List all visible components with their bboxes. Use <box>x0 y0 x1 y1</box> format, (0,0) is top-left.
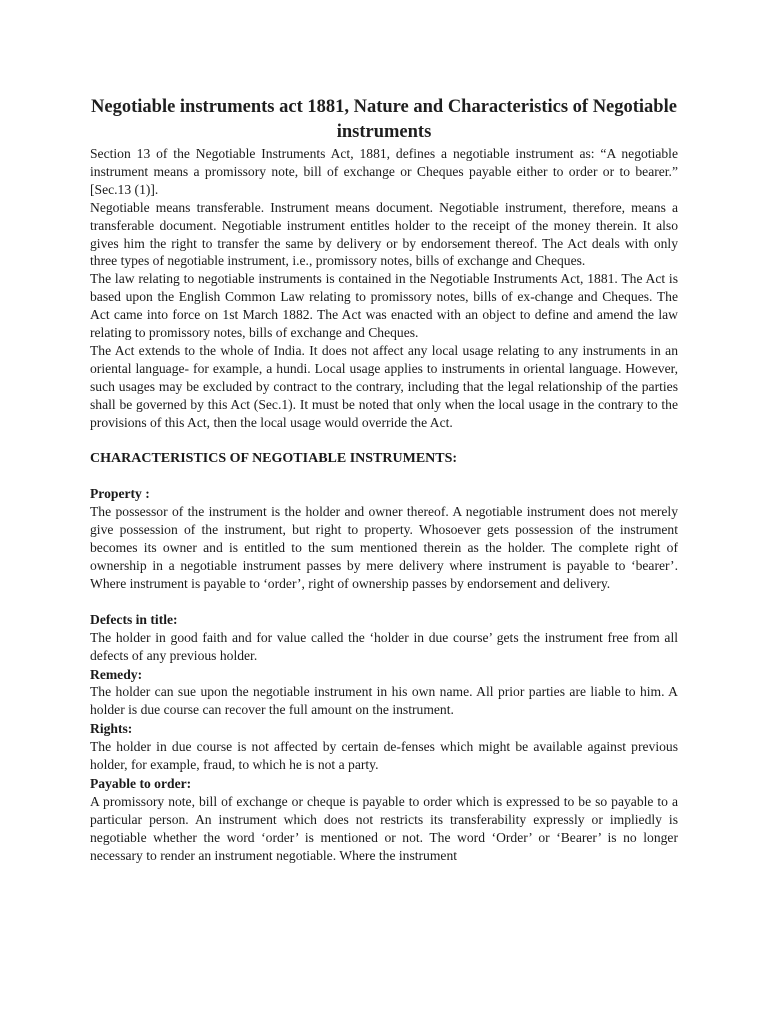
section-body: The holder in due course is not affected by certain de-fenses which might be available against previous holder, for example, fraud, to which he is not a party. <box>90 739 678 773</box>
section-heading: Payable to order: <box>90 776 192 791</box>
document-page <box>90 95 678 865</box>
section-defects-in-title <box>90 611 678 665</box>
intro-paragraph: Negotiable means transferable. Instrument means document. Negotiable instrument, therefore, means a transferable document. Negotiable instrument entitles holder to the receipt of the money therein. It also gives him the right to transfer the same by delivery or by endorsement thereof. The Act deals with only three types of negotiable instrument, i.e., promissory notes, bills of exchange and Cheques. <box>90 199 678 269</box>
section-heading: Rights: <box>90 721 133 737</box>
document-title: Negotiable instruments act 1881, Nature and Characteristics of Negotiable instruments <box>91 97 677 142</box>
intro-paragraph: Section 13 of the Negotiable Instruments Act, 1881, defines a negotiable instrument as: “A negotiable instrument means a promissory note, bill of exchange or Cheques payable either to order or to bearer.” [Sec.13 (1)]. <box>90 146 678 197</box>
section-body: The holder can sue upon the negotiable instrument in his own name. All prior parties are liable to him. A holder is due course can recover the full amount on the instrument. <box>90 684 678 718</box>
section-heading: Remedy: <box>90 666 143 682</box>
section-heading: Defects in title: <box>90 611 178 627</box>
section-body: The possessor of the instrument is the holder and owner thereof. A negotiable instrument does not merely give possession of the instrument, but right to property. Whosoever gets possession of the instrument becomes its owner and is entitled to the sum mentioned therein as the holder. The complete right of ownership in a negotiable instrument passes by mere delivery where instrument is payable to ‘bearer’. Where instrument is payable to ‘order’, right of ownership passes by endorsement and delivery. <box>90 504 678 591</box>
section-body: A promissory note, bill of exchange or cheque is payable to order which is expressed to be so payable to a particular person. An instrument which does not restricts its transferability expressly or impliedly is negotiable whether the word ‘order’ is mentioned or not. The word ‘Order’ or ‘Bearer’ is no longer necessary to render an instrument negotiable. Where the instrument <box>90 793 678 863</box>
characteristics-heading: CHARACTERISTICS OF NEGOTIABLE INSTRUMENTS: <box>90 450 458 466</box>
section-property <box>90 485 678 592</box>
section-payable-to-order <box>90 775 678 865</box>
intro-paragraph: The law relating to negotiable instruments is contained in the Negotiable Instruments Act, 1881. The Act is based upon the English Common Law relating to promissory notes, bills of ex-change and Cheques. The Act came into force on 1st March 1882. The Act was enacted with an object to define and amend the law relating to promissory notes, bills of exchange and Cheques. <box>90 271 678 341</box>
section-rights <box>90 720 678 774</box>
section-body: The holder in good faith and for value called the ‘holder in due course’ gets the instrument free from all defects of any previous holder. <box>90 629 678 663</box>
section-remedy <box>90 666 678 720</box>
intro-paragraph: The Act extends to the whole of India. It does not affect any local usage relating to any instruments in an oriental language- for example, a hundi. Local usage applies to instruments in oriental language. However, such usages may be excluded by contract to the contrary, including that the legal relationship of the parties shall be governed by this Act (Sec.1). It must be noted that only when the local usage in the contrary to the provisions of this Act, then the local usage would override the Act. <box>90 342 678 430</box>
section-heading: Property : <box>90 486 150 502</box>
